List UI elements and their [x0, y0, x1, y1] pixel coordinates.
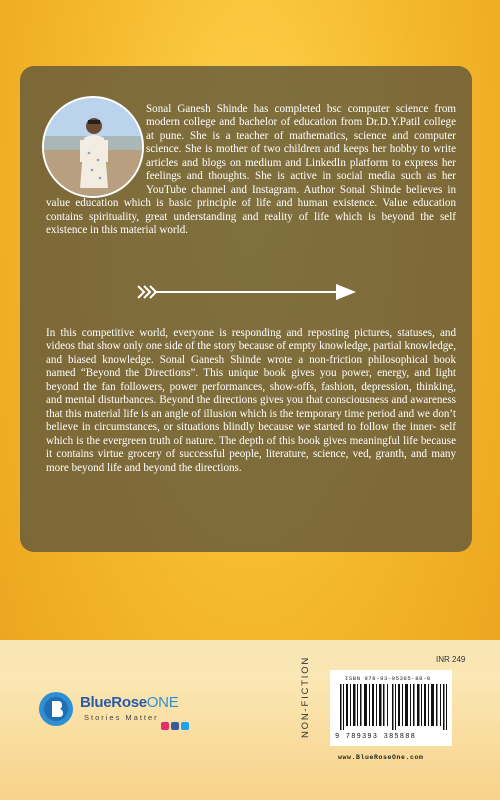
- bluerose-logo-icon: [38, 691, 74, 727]
- publisher-name-one: ONE: [146, 694, 179, 711]
- barcode-digits: 9 789393 385888: [335, 733, 417, 741]
- isbn-label: ISBN 978-93-95385-88-8: [345, 675, 431, 682]
- twitter-icon[interactable]: [181, 722, 189, 730]
- facebook-icon[interactable]: [171, 722, 179, 730]
- genre-label: NON-FICTION: [300, 655, 311, 738]
- book-description: In this competitive world, everyone is responding and reposting pictures, statuses, and videos that show only one side of the story because of empty knowledge, partial knowledge, and biased knowledge. Sonal Ganesh Shinde wrote a non-friction philosophical book named “Beyond the Directions”. This unique book gives you power, energy, and light beyond the fan followers, power performances, show-offs, fashion, depression, thinking, and mental disturbances. Beyond the directions gives you that consciousness and awareness that this material life is an angle of illusion which is the temporary time period and we don’t believe in circumstances, or situations blindly because we started to follow the inner- self which is the evergreen truth of nature. The depth of this book gives meaningful life because it contains virtue grocery of successful people, literature, science, ved, granth, and many more beyond life and beyond the directions.: [46, 327, 456, 474]
- social-icons: [161, 722, 189, 732]
- price-label: INR 249: [436, 655, 466, 664]
- publisher-website-link[interactable]: www.BlueRoseOne.com: [338, 754, 424, 761]
- author-bio-text: Sonal Ganesh Shinde has completed bsc computer science from modern college and bachelor of education from Dr.D.Y.Patil college at pune. She is a teacher of mathematics, science and computer science. She is mother of two children and keeps her hobby to write articles and blogs on medium and LinkedIn platform to express her feelings and thoughts. She is active in social media such as her YouTube channel and Instagram. Author Sonal Shinde believes in value education which is basic principle of life and human existence. Value education contains spirituality, great understanding and reality of life which is beyond the self existence in this material world.: [46, 103, 456, 237]
- decorative-arrow-icon: [136, 282, 358, 302]
- instagram-icon[interactable]: [161, 722, 169, 730]
- publisher-name-main: BlueRose: [80, 694, 147, 711]
- barcode-icon: [340, 684, 448, 730]
- publisher-name: [80, 694, 178, 711]
- publisher-tagline: Stories Matter: [84, 713, 159, 722]
- author-bio: [46, 103, 456, 238]
